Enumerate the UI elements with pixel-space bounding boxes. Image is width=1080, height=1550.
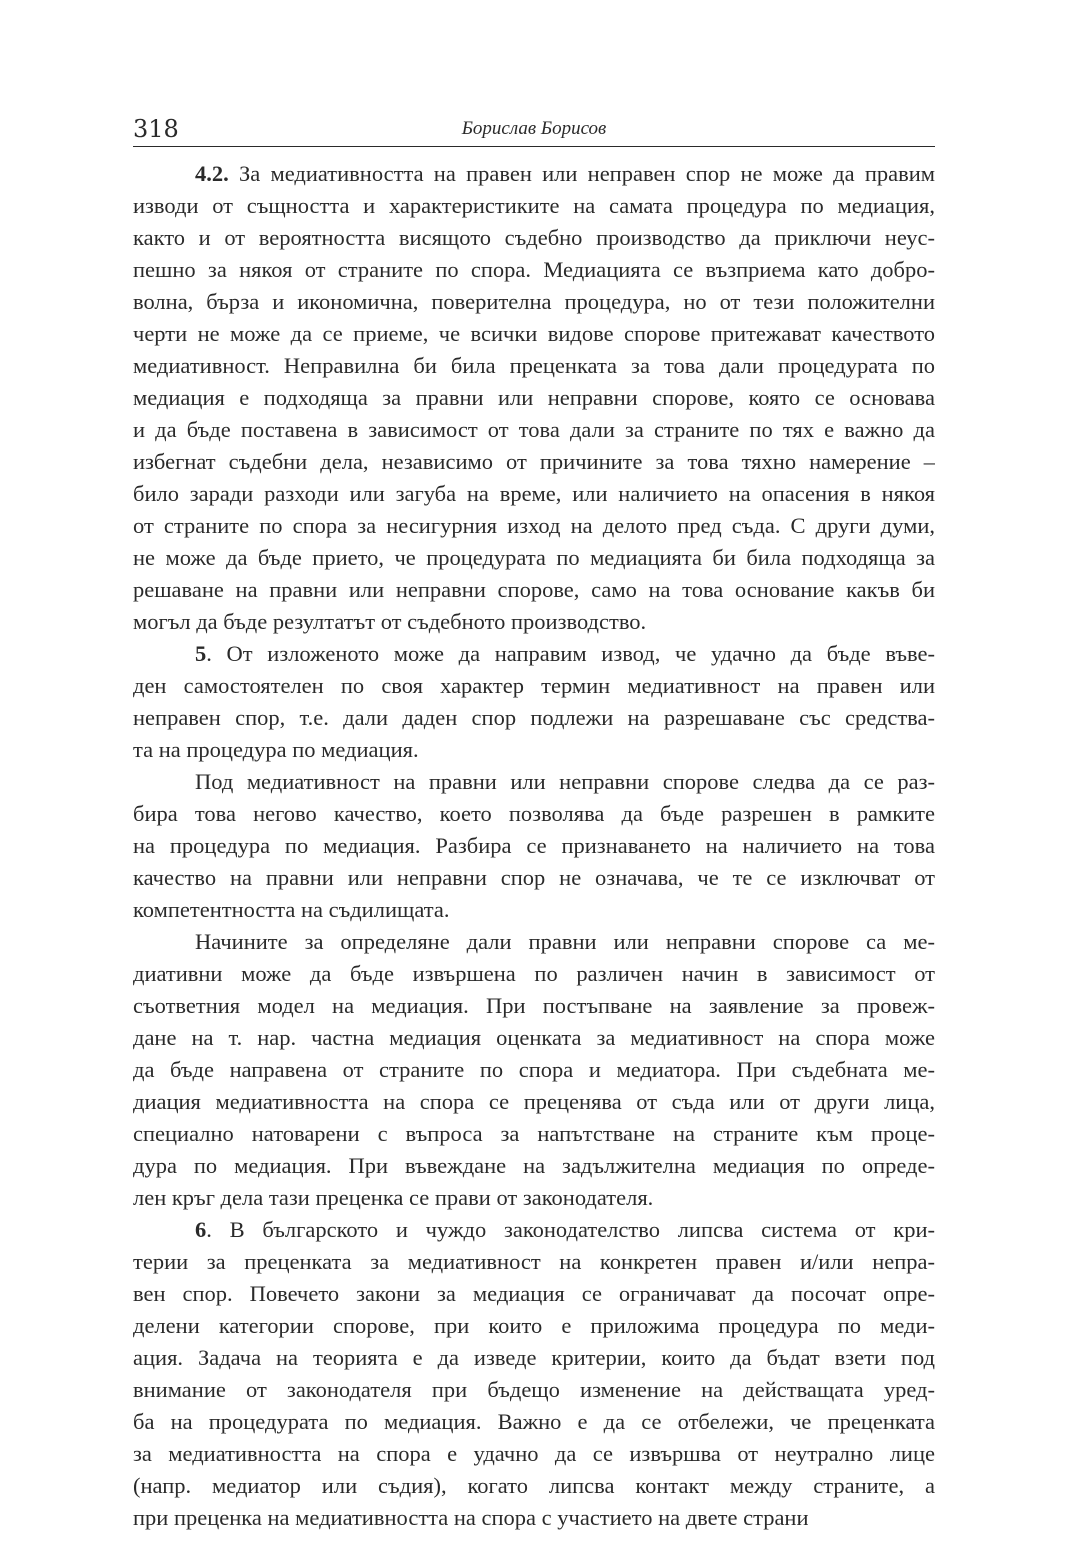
line-text: качество на правни или неправни спор не означава, че те се изключват от <box>133 865 935 890</box>
text-line <box>133 958 935 990</box>
section-number: 6 <box>195 1217 207 1242</box>
text-line <box>133 222 935 254</box>
line-text: пешно за някоя от страните по спора. Медиацията се възприема като добро- <box>133 257 935 282</box>
text-line <box>133 1086 935 1118</box>
line-text: волна, бърза и икономична, поверителна процедура, но от тези положителни <box>133 289 935 314</box>
text-line <box>133 1310 935 1342</box>
text-line <box>133 574 935 606</box>
line-text: лен кръг дела тази преценка се прави от законодателя. <box>133 1185 654 1210</box>
text-line <box>133 1342 935 1374</box>
line-text: медиация е подходяща за правни или неправни спорове, която се основава <box>133 385 935 410</box>
line-text: вен спор. Повечето закони за медиация се ограничават да посочат опре- <box>133 1281 935 1306</box>
line-text: дане на т. нар. частна медиация оценката за медиативност на спора може <box>133 1025 935 1050</box>
text-line <box>133 414 935 446</box>
line-text: компетентността на съдилищата. <box>133 897 450 922</box>
text-line <box>133 1438 935 1470</box>
text-line <box>133 190 935 222</box>
line-text: изводи от същността и характеристиките на самата процедура по медиация, <box>133 193 935 218</box>
text-line <box>133 670 935 702</box>
text-line <box>133 254 935 286</box>
line-text: специално натоварени с въпроса за напътстване на страните към проце- <box>133 1121 935 1146</box>
text-line <box>133 1214 935 1246</box>
paragraph <box>133 926 935 1214</box>
line-text: . От изложеното може да направим извод, че удачно да бъде въве- <box>206 641 935 666</box>
text-line <box>133 1150 935 1182</box>
text-line <box>133 1374 935 1406</box>
line-text: както и от вероятността висящото съдебно производство да приключи неус- <box>133 225 935 250</box>
line-text: бира това негово качество, което позволява да бъде разрешен в рамките <box>133 801 935 826</box>
body-text <box>133 158 935 1534</box>
text-line <box>133 350 935 382</box>
running-head-author: Борислав Борисов <box>461 118 607 139</box>
text-line <box>133 798 935 830</box>
text-line <box>133 1278 935 1310</box>
text-line <box>133 446 935 478</box>
line-text: За медиативността на правен или неправен спор не може да правим <box>228 161 935 186</box>
text-line <box>133 894 935 926</box>
text-line <box>133 606 935 638</box>
line-text: ден самостоятелен по своя характер термин медиативност на правен или <box>133 673 935 698</box>
line-text: могъл да бъде резултатът от съдебното производство. <box>133 609 647 634</box>
text-line <box>133 1502 935 1534</box>
text-line <box>133 926 935 958</box>
text-line <box>133 1054 935 1086</box>
text-line <box>133 510 935 542</box>
line-text: диация медиативността на спора се преценява от съда или от други лица, <box>133 1089 935 1114</box>
text-line <box>133 1022 935 1054</box>
line-text: избегнат съдебни дела, независимо от причините за това тяхно намерение – <box>133 449 935 474</box>
text-line <box>133 638 935 670</box>
line-text: ация. Задача на теорията е да изведе критерии, които да бъдат взети под <box>133 1345 935 1370</box>
line-text: не може да бъде прието, че процедурата по медиацията би била подходяща за <box>133 545 935 570</box>
text-line <box>133 766 935 798</box>
section-number: 4.2. <box>195 161 229 186</box>
text-line <box>133 862 935 894</box>
text-line <box>133 1406 935 1438</box>
line-text: неправен спор, т.е. дали даден спор подлежи на разрешаване със средства- <box>133 705 935 730</box>
paragraph <box>133 158 935 638</box>
line-text: черти не може да се приеме, че всички видове спорове притежават качеството <box>133 321 935 346</box>
text-line <box>133 286 935 318</box>
paragraph <box>133 766 935 926</box>
line-text: дура по медиация. При въвеждане на задължителна медиация по опреде- <box>133 1153 935 1178</box>
line-text: съответния модел на медиация. При постъпване на заявление за провеж- <box>133 993 935 1018</box>
text-line <box>133 734 935 766</box>
line-text: на процедура по медиация. Разбира се признаването на наличието на това <box>133 833 935 858</box>
section-number: 5 <box>195 641 207 666</box>
line-text: делени категории спорове, при които е приложима процедура по меди- <box>133 1313 935 1338</box>
line-text: от страните по спора за несигурния изход на делото пред съда. С други думи, <box>133 513 935 538</box>
text-line <box>133 990 935 1022</box>
line-text: за медиативността на спора е удачно да се извършва от неутрално лице <box>133 1441 935 1466</box>
line-text: при преценка на медиативността на спора с участието на двете страни <box>133 1505 809 1530</box>
line-text: и да бъде поставена в зависимост от това дали за страните по тях е важно да <box>133 417 935 442</box>
line-text: та на процедура по медиация. <box>133 737 419 762</box>
paragraph <box>133 638 935 766</box>
text-line <box>133 318 935 350</box>
line-text: диативни може да бъде извършена по различен начин в зависимост от <box>133 961 935 986</box>
text-line <box>133 830 935 862</box>
line-text: Начините за определяне дали правни или неправни спорове са ме- <box>195 929 935 954</box>
line-text: . В българското и чуждо законодателство липсва система от кри- <box>206 1217 935 1242</box>
text-line <box>133 478 935 510</box>
text-line <box>133 542 935 574</box>
page-header <box>133 112 935 147</box>
line-text: внимание от законодателя при бъдещо изменение на действащата уред- <box>133 1377 935 1402</box>
line-text: медиативност. Неправилна би била преценката за това дали процедурата по <box>133 353 935 378</box>
text-line <box>133 1246 935 1278</box>
line-text: ба на процедурата по медиация. Важно е да се отбележи, че преценката <box>133 1409 935 1434</box>
text-line <box>133 702 935 734</box>
text-line <box>133 382 935 414</box>
line-text: било заради разходи или загуба на време, или наличието на опасения в някоя <box>133 481 935 506</box>
line-text: (напр. медиатор или съдия), когато липсва контакт между страните, а <box>133 1473 935 1498</box>
line-text: терии за преценката за медиативност на конкретен правен и/или непра- <box>133 1249 935 1274</box>
paragraph <box>133 1214 935 1534</box>
text-line <box>133 158 935 190</box>
line-text: решаване на правни или неправни спорове, само на това основание какъв би <box>133 577 935 602</box>
text-line <box>133 1118 935 1150</box>
text-line <box>133 1182 935 1214</box>
page-number: 318 <box>133 115 179 143</box>
text-line <box>133 1470 935 1502</box>
line-text: Под медиативност на правни или неправни спорове следва да се раз- <box>195 769 935 794</box>
line-text: да бъде направена от страните по спора и медиатора. При съдебната ме- <box>133 1057 935 1082</box>
